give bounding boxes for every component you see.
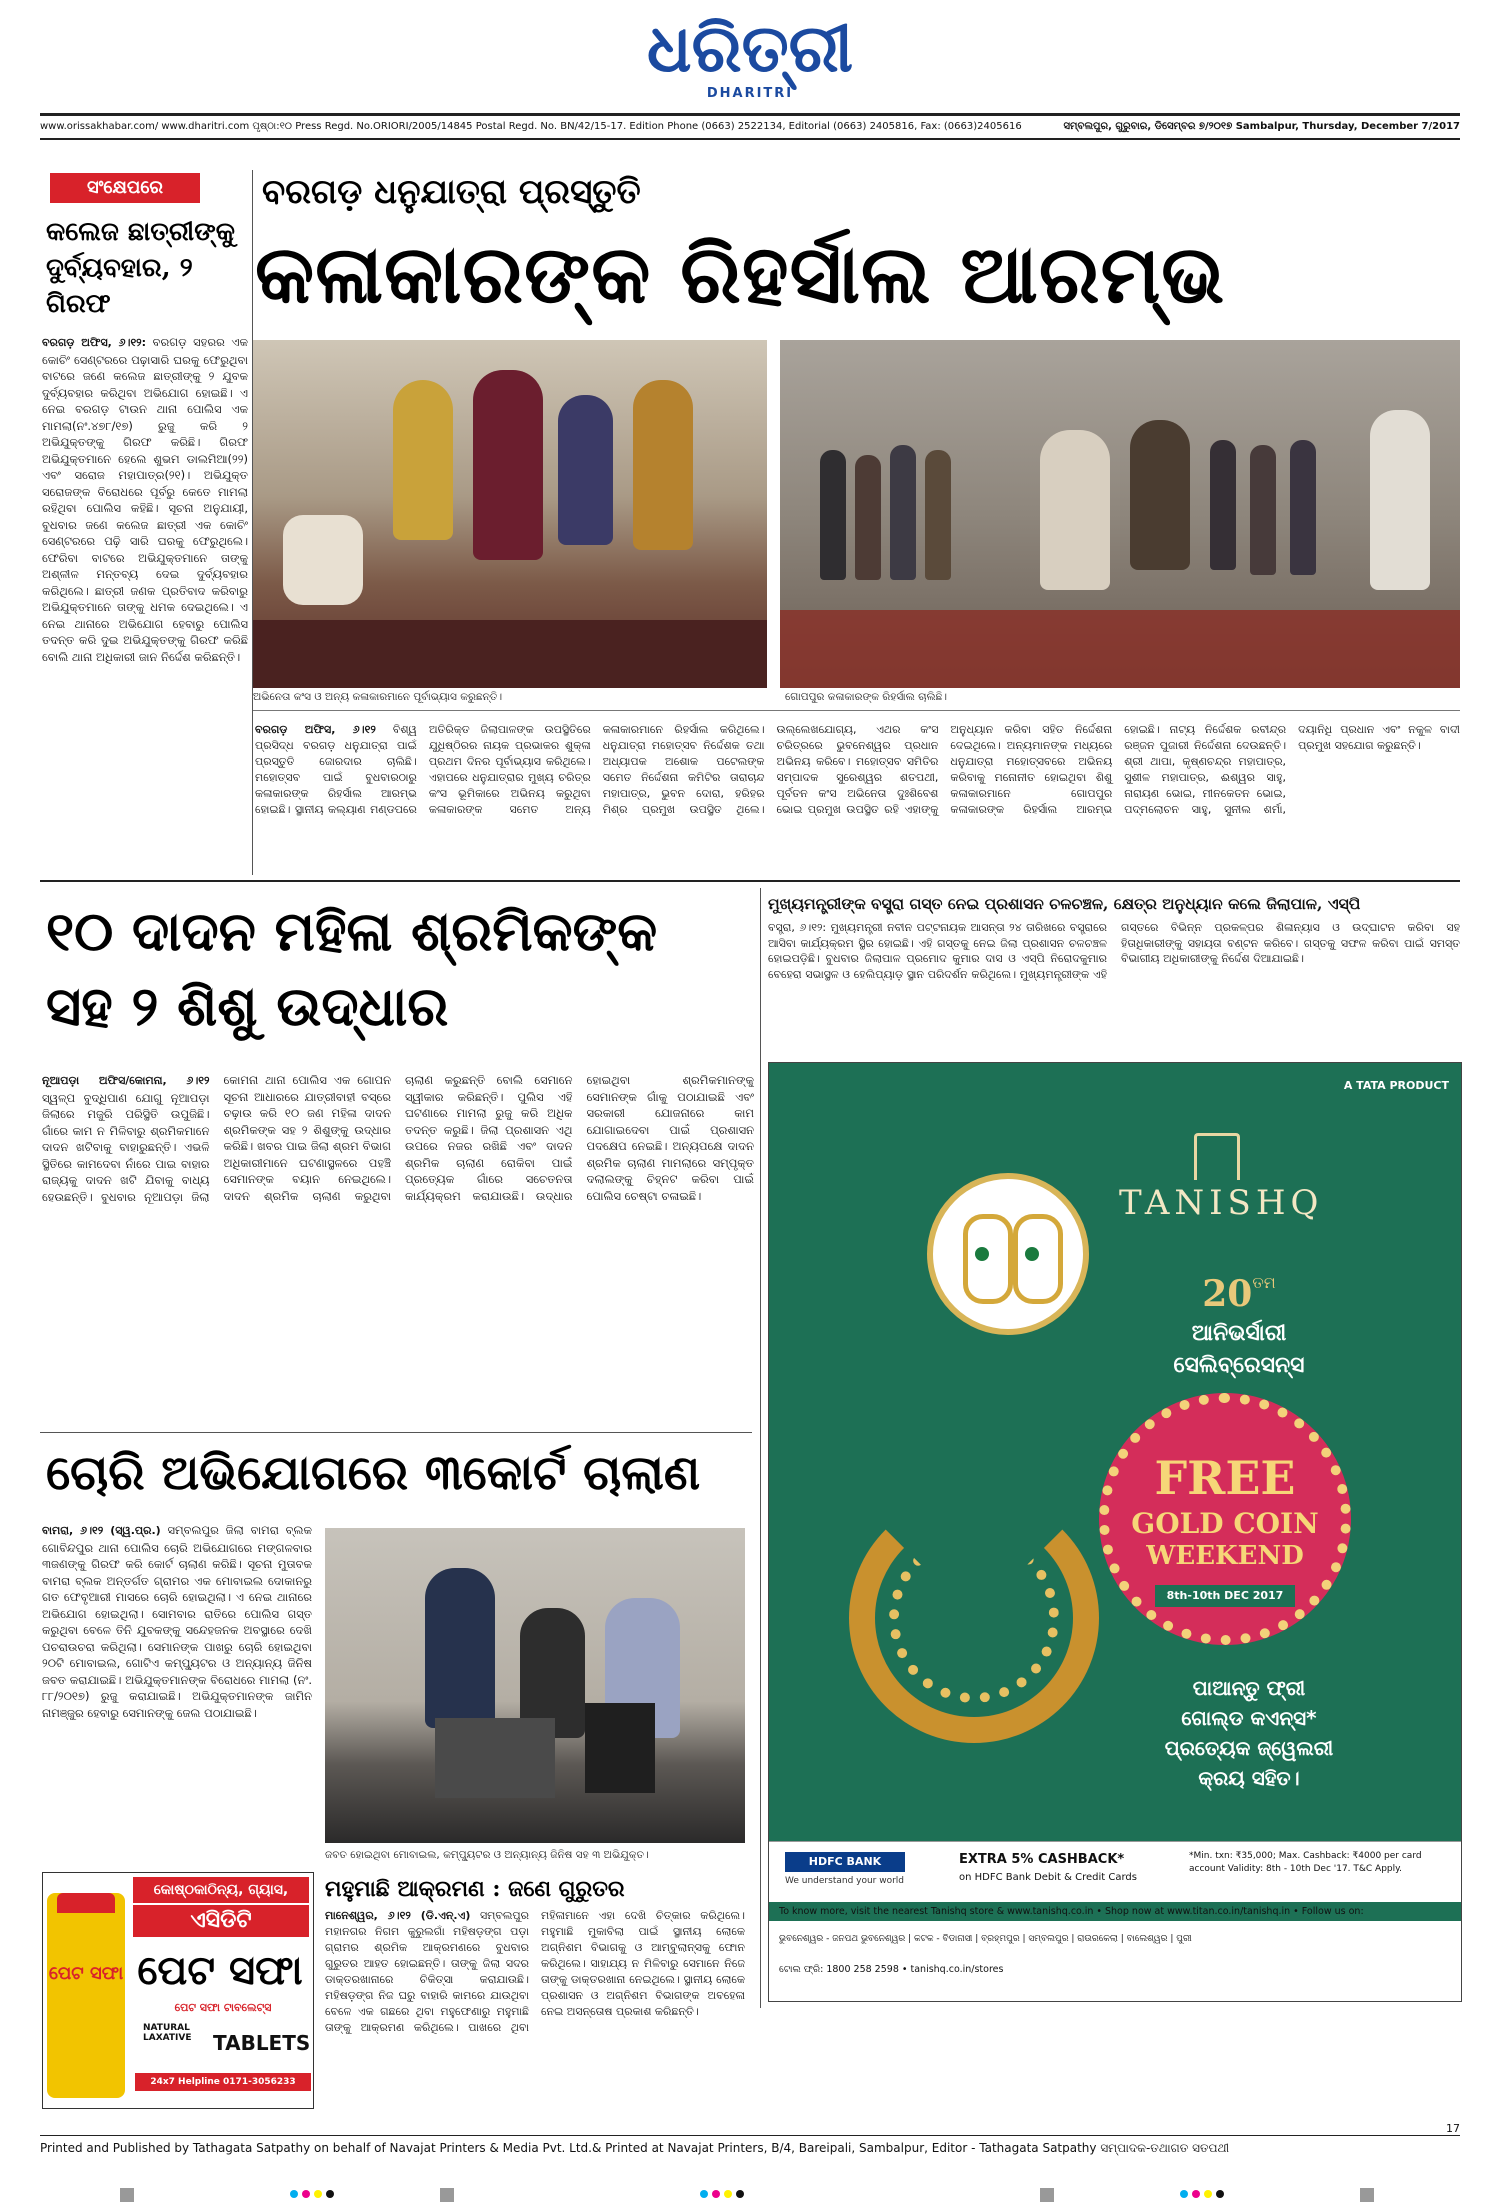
footer-rule (40, 2135, 1460, 2136)
rescue-headline-1: ୧୦ ଦାଦନ ମହିଳା ଶ୍ରମିକଙ୍କ (46, 899, 658, 963)
petsafa-brand-box: ପେଟ ସଫା ଟାବଲେଟ୍ସ (174, 2001, 272, 2014)
hdfc-strip (769, 1841, 1461, 1902)
tanishq-visit: To know more, visit the nearest Tanishq store & www.tanishq.co.in • Shop now at www.titan.co.in/tanishq.in • Follow us on: (779, 1906, 1364, 1917)
brief-body: ବରଗଡ଼ ସହରର ଏକ କୋଚିଂ ସେଣ୍ଟରରେ ପଢ଼ାସାରି ଘରକୁ ଫେରୁଥିବା ବାଟରେ ଜଣେ କଲେଜ ଛାତ୍ରୀଙ୍କୁ ୨ ଯୁବକ ଦୁର୍ବ୍ୟବହାର କରିଥିବା ଅଭିଯୋଗ ହୋଇଛି। ଏ ନେଇ ବରଗଡ଼ ଟାଉନ ଥାନା ପୋଲିସ ଏକ ମାମଲା(ନଂ.୪୭୮/୧୭) ରୁଜୁ କରି ୨ ଅଭିଯୁକ୍ତଙ୍କୁ ଗିରଫ କରିଛି। ଗିରଫ ଅଭିଯୁକ୍ତମାନେ ହେଲେ ଶୁଭମ ଡାଲମିଆ(୨୨) ଏବଂ ସରୋଜ ମହାପାତ୍ର(୨୧)। ଅଭିଯୁକ୍ତ ସରୋଜଙ୍କ ବିରୋଧରେ ପୂର୍ବରୁ କେତେ ମାମଲା ରହିଥିବା ପୋଲିସ କହିଛି। ସୂଚନା ଅନୁଯାୟୀ, ବୁଧବାର ଜଣେ କଲେଜ ଛାତ୍ରୀ ଏକ କୋଚିଂ ସେଣ୍ଟରରେ ପଢ଼ି ସାରି ଘରକୁ ଫେରୁଥିଲେ। ଫେରିବା ବାଟରେ ଅଭିଯୁକ୍ତମାନେ ତାଙ୍କୁ ଅଶ୍ଳୀଳ ମନ୍ତବ୍ୟ ଦେଇ ଦୁର୍ବ୍ୟବହାର କରିଥିଲେ। ଛାତ୍ରୀ ଜଣକ ପ୍ରତିବାଦ କରିବାରୁ ଅଭିଯୁକ୍ତମାନେ ତାଙ୍କୁ ଧମକ ଦେଇଥିଲେ। ଏ ନେଇ ଥାନାରେ ଅଭିଯୋଗ ହେବାରୁ ପୋଲିସ ତଦନ୍ତ କରି ଦୁଇ ଅଭିଯୁକ୍ତଙ୍କୁ ଗିରଫ କରିଛି ବୋଲି ଥାନା ଅଧିକାରୀ ଜାନ ନିର୍ଦ୍ଦେଶ କରିଛନ୍ତି। (42, 335, 248, 664)
theft-story (42, 1522, 312, 1867)
lead-headline: କଳାକାରଙ୍କ ରିହର୍ସାଲ ଆରମ୍ଭ (255, 227, 1226, 321)
free-gold-coin-medallion (1099, 1393, 1351, 1645)
cm-story (768, 920, 1460, 1032)
cm-headline: ମୁଖ୍ୟମନ୍ତ୍ରୀଙ୍କ ବସ୍ତ୍ରା ଗସ୍ତ ନେଇ ପ୍ରଶାସନ ଚଳଚଞ୍ଚଳ, କ୍ଷେତ୍ର ଅନୁଧ୍ୟାନ କଲେ ଜିଲାପାଳ, ଏସ୍‌ପି (768, 894, 1361, 913)
masthead-top-rule (40, 113, 1460, 116)
tanishq-logo-mark (1194, 1133, 1240, 1180)
section-divider-2 (40, 1432, 752, 1433)
tanishq-fine-1: ଭୁବନେଶ୍ୱର - ଜନପଥ ଭୁବନେଶ୍ୱର | କଟକ - ବିଡାନାସୀ | ବ୍ରହ୍ମପୁର | ସମ୍ବଲପୁର | ରାଉରକେଲା | ବାଲେଶ୍ୱର | ପୁରୀ (779, 1934, 1192, 1944)
cm-body: ବସ୍ତ୍ରା, ୬।୧୨: ମୁଖ୍ୟମନ୍ତ୍ରୀ ନବୀନ ପଟ୍ଟନାୟକ ଆସନ୍ତା ୨୪ ତାରିଖରେ ବସ୍ତ୍ରାରେ ଆସିବା କାର୍ଯ୍ୟକ୍ରମ ସ୍ଥିର ହୋଇଛି। ଏହି ଗସ୍ତକୁ ନେଇ ଜିଲା ପ୍ରଶାସନ ଚଳଚଞ୍ଚଳ ହୋଇପଡ଼ିଛି। ବୁଧବାର ଜିଲାପାଳ ପ୍ରମୋଦ କୁମାର ଦାସ ଓ ଏସ୍‌ପି ନିରୋଦକୁମାର ବେହେରା ସଭାସ୍ଥଳ ଓ ହେଲିପ୍ୟାଡ଼ ସ୍ଥାନ ପରିଦର୍ଶନ କରିଥିଲେ। ମୁଖ୍ୟମନ୍ତ୍ରୀଙ୍କ ଏହି ଗସ୍ତରେ ବିଭିନ୍ନ ପ୍ରକଳ୍ପର ଶିଳାନ୍ୟାସ ଓ ଉଦ୍‌ଘାଟନ କରିବା ସହ ହିତାଧିକାରୀଙ୍କୁ ସହାୟତା ବଣ୍ଟନ କରିବେ। ଗସ୍ତକୁ ସଫଳ କରିବା ପାଇଁ ସମସ୍ତ ବିଭାଗୀୟ ଅଧିକାରୀଙ୍କୁ ନିର୍ଦ୍ଦେଶ ଦିଆଯାଇଛି। (768, 921, 1460, 981)
petsafa-banner-2: ଏସିଡିଟି (133, 1905, 309, 1937)
offer-line-3: ପ୍ରତ୍ୟେକ ଜ୍ୱେଲରୀ (1164, 1736, 1334, 1760)
brief-tag: ସଂକ୍ଷେପରେ (50, 173, 200, 203)
masthead-logo: ଧରିତ୍ରୀ (646, 9, 854, 87)
petsafa-natural: NATURAL LAXATIVE (143, 2023, 192, 2043)
anniversary-number: 20 (1202, 1273, 1253, 1315)
petsafa-helpline: 24x7 Helpline 0171-3056233 (135, 2073, 311, 2091)
masthead-info-right: ସମ୍ବଲପୁର, ଗୁରୁବାର, ଡିସେମ୍ବର ୭/୨୦୧୭ Sambalpur, Thursday, December 7/2017 (1063, 121, 1460, 132)
brief-dateline: ବରଗଡ଼ ଅଫିସ, ୬।୧୨: (42, 336, 147, 349)
bee-body: ସମ୍ବଲପୁର ମହାନଗର ନିଗମ କୁରୁଲଗାଁ ମହିଷଡ଼ଙ୍ଗ ପଡ଼ା ଗ୍ରାମର ଶ୍ରମିକ ଆକ୍ରମଣରେ ବୁଧବାର ଗୁରୁତର ଆହତ ହୋଇଛନ୍ତି। ତାଙ୍କୁ ଜିଲା ସଦର ଡାକ୍ତରଖାନାରେ ଚିକିତ୍ସା କରାଯାଉଛି। ମହିଷଡ଼ଙ୍ଗ ନିଜ ଘରୁ ବାହାରି କାମରେ ଯାଉଥିବା ବେଳେ ଏକ ଗଛରେ ଥିବା ମହୁଫେଣାରୁ ମହୁମାଛି ତାଙ୍କୁ ଆକ୍ରମଣ କରିଥିଲେ। ପାଖରେ ଥିବା ମହିଳାମାନେ ଏହା ଦେଖି ଚିତ୍କାର କରିଥିଲେ। ମହୁମାଛି ମୁକାବିଲା ପାଇଁ ସ୍ଥାନୀୟ ଲୋକେ ଅଗ୍ନିଶମ ବିଭାଗକୁ ଓ ଆମ୍ବୁଲାନ୍ସକୁ ଫୋନ କରିଥିଲେ। ସାହାଯ୍ୟ ନ ମିଳିବାରୁ ସେମାନେ ନିଜେ ତାଙ୍କୁ ଡାକ୍ତରଖାନା ନେଇଥିଲେ। ସ୍ଥାନୀୟ ଲୋକେ ପ୍ରଶାସନ ଓ ଅଗ୍ନିଶମ ବିଭାଗଙ୍କ ଅବହେଳା ନେଇ ଅସନ୍ତୋଷ ପ୍ରକାଶ କରିଛନ୍ତି। (325, 1909, 745, 2034)
cashback-label: EXTRA 5% CASHBACK* (959, 1852, 1125, 1867)
anniversary-badge (1159, 1273, 1319, 1315)
masthead-info-bar (40, 118, 1460, 136)
theft-body: ସମ୍ବଲପୁର ଜିଲା ବାମରା ବ୍ଲକ ଗୋବିନ୍ଦପୁର ଥାନା ପୋଲିସ ଚୋରି ଅଭିଯୋଗରେ ମଙ୍ଗଳବାର ୩ଜଣଙ୍କୁ ଗିରଫ କରି କୋର୍ଟ ଚାଲାଣ କରିଛି। ସୂଚନା ମୁତାବକ ବାମରା ବ୍ଲକ ଅନ୍ତର୍ଗତ ଗ୍ରାମର ଏକ ମୋବାଇଲ ଦୋକାନରୁ ଗତ ଫେବୃଆରୀ ମାସରେ ଚୋରି ହୋଇଥିଲା। ଏ ନେଇ ଥାନାରେ ଅଭିଯୋଗ ହୋଇଥିଲା। ସୋମବାର ରାତିରେ ପୋଲିସ ଗସ୍ତ କରୁଥିବା ବେଳେ ତିନି ଯୁବକଙ୍କୁ ସନ୍ଦେହଜନକ ଅବସ୍ଥାରେ ଦେଖି ପଚରାଉଚରା କରିଥିଲା। ସେମାନଙ୍କ ପାଖରୁ ଚୋରି ହୋଇଥିବା ୨୦ଟି ମୋବାଇଲ, ଗୋଟିଏ କମ୍ପ୍ୟୁଟର ଓ ଅନ୍ୟାନ୍ୟ ଜିନିଷ ଜବତ କରାଯାଇଛି। ଅଭିଯୁକ୍ତମାନଙ୍କ ବିରୋଧରେ ମାମଲା (ନଂ. ୮୮/୨୦୧୭) ରୁଜୁ କରାଯାଇଛି। ଅଭିଯୁକ୍ତମାନଙ୍କ ଜାମିନ ନାମଞ୍ଜୁର ହେବାରୁ ସେମାନଙ୍କୁ ଜେଲ ପଠାଯାଇଛି। (42, 1523, 312, 1720)
page-number: 17 (1446, 2122, 1460, 2135)
offer-line-2: ଗୋଲ୍ଡ କଏନ୍‌ସ* (1181, 1706, 1317, 1730)
bee-dateline: ମାନେଶ୍ୱର, ୬।୧୨ (ଡି.ଏନ୍.ଏ) (325, 1909, 471, 1922)
petsafa-bottle (47, 1893, 125, 2098)
tanishq-fine-2: ଟୋଲ ଫ୍ରି: 1800 258 2598 • tanishq.co.in/stores (779, 1964, 1004, 1975)
theft-photo-caption: ଜବତ ହୋଇଥିବା ମୋବାଇଲ, କମ୍ପ୍ୟୁଟର ଓ ଅନ୍ୟାନ୍ୟ ଜିନିଷ ସହ ୩ ଅଭିଯୁକ୍ତ। (325, 1849, 649, 1861)
lead-photo-1-caption: ଅଭିନେତା କଂସ ଓ ଅନ୍ୟ କଳାକାରମାନେ ପୂର୍ବାଭ୍ୟାସ କରୁଛନ୍ତି। (253, 691, 503, 703)
rescue-dateline: ନୂଆପଡ଼ା ଅଫିସ/କୋମନା, ୬।୧୨ (42, 1074, 210, 1087)
offer-line-1: ପାଆନ୍ତୁ ଫ୍ରୀ (1192, 1676, 1306, 1700)
masthead-bottom-rule (40, 138, 1460, 140)
petsafa-tablets: TABLETS (213, 2031, 311, 2055)
cashback-sub: on HDFC Bank Debit & Credit Cards (959, 1872, 1137, 1883)
bee-story (325, 1908, 745, 2106)
lead-dateline: ବରଗଡ଼ ଅଫିସ, ୬।୧୨ (255, 723, 376, 736)
earrings-medallion (927, 1173, 1089, 1335)
lead-photo-2 (780, 340, 1460, 688)
free-label: FREE (1154, 1451, 1296, 1505)
lead-photo-1 (253, 340, 767, 688)
masthead-info-left: www.orissakhabar.com/ www.dharitri.com ପୃଷ୍ଠା:୧୦ Press Regd. No.ORIORI/2005/14845 Postal Regd. No. BN/42/15-17. Edition Phone (0663) 2522134, Editorial (0663) 2405816, Fax: (0663)2405616 (40, 121, 1022, 132)
hdfc-tagline: We understand your world (785, 1876, 905, 1886)
lead-story (255, 722, 1460, 872)
rescue-headline-2: ସହ ୨ ଶିଶୁ ଉଦ୍ଧାର (46, 974, 449, 1038)
rescue-story (42, 1072, 754, 1422)
offer-dates: 8th-10th DEC 2017 (1155, 1585, 1295, 1607)
lead-body: ବିଶ୍ୱ ପ୍ରସିଦ୍ଧ ବରଗଡ଼ ଧନୁଯାତ୍ରା ପାଇଁ ପ୍ରସ୍ତୁତି ଜୋରଦାର ଚାଲିଛି। ମହୋତ୍ସବ ପାଇଁ ବୁଧବାରଠାରୁ କଳାକାରଙ୍କ ରିହର୍ସାଲ ଆରମ୍ଭ ହୋଇଛି। ସ୍ଥାନୀୟ କଲ୍ୟାଣ ମଣ୍ଡପରେ ଅତିରିକ୍ତ ଜିଲାପାଳଙ୍କ ଉପସ୍ଥିତିରେ ଯୁଧିଷ୍ଠିରର ନାୟକ ପ୍ରଭାକର ଶୁକ୍ଳା ପ୍ରଥମ ଦିନର ପୂର୍ବାଭ୍ୟାସ କରିଥିଲେ। ଏହାପରେ ଧନୁଯାତ୍ରାର ମୁଖ୍ୟ ଚରିତ୍ର କଂସ ଭୂମିକାରେ ଅଭିନୟ କରୁଥିବା କଳାକାରଙ୍କ ସମେତ ଅନ୍ୟ କଳାକାରମାନେ ରିହର୍ସାଲ କରିଥିଲେ। ଧନୁଯାତ୍ରା ମହୋତ୍ସବ ନିର୍ଦ୍ଦେଶକ ତଥା ଅଧ୍ୟାପକ ଅଶୋକ ପଟେଲଙ୍କ ସମେତ ନିର୍ଦ୍ଦେଶନା କମିଟିର ତାରାଚାନ୍ଦ ମହାପାତ୍ର, ଭୁବନ ଦୋରା, ହରିହର ମିଶ୍ର ପ୍ରମୁଖ ଉପସ୍ଥିତ ଥିଲେ। ଉଲ୍ଲେଖଯୋଗ୍ୟ, ଏଥର କଂସ ଚରିତ୍ରରେ ଭୁବନେଶ୍ୱର ପ୍ରଧାନ ଅଭିନୟ କରିବେ। ମହୋତ୍ସବ ସମିତିର ସମ୍ପାଦକ ସୁରେଶ୍ୱର ଶତପଥୀ, ପୂର୍ବତନ କଂସ ଅଭିନେତା ଦୁଃଶିବେଶ ଭୋଇ ପ୍ରମୁଖ ଉପସ୍ଥିତ ରହି ଏହାଙ୍କୁ ଅନୁଧ୍ୟାନ କରିବା ସହିତ ନିର୍ଦ୍ଦେଶନା ଦେଇଥିଲେ। ଅନ୍ୟମାନଙ୍କ ମଧ୍ୟରେ ଧନୁଯାତ୍ରା ମହୋତ୍ସବରେ ଅଭିନୟ କରିବାକୁ ମନୋନୀତ ହୋଇଥିବା ଶିଶୁ କଳାକାରମାନେ ଗୋପପୁର କଳାକାରଙ୍କ ରିହର୍ସାଲ ଆରମ୍ଭ ହୋଇଛି। ନାଟ୍ୟ ନିର୍ଦ୍ଦେଶକ ରବୀନ୍ଦ୍ର ରଞ୍ଜନ ପୁଜାରୀ ନିର୍ଦ୍ଦେଶନା ଦେଉଛନ୍ତି। ଶ୍ରୀ ଥାପା, କୃଷ୍ଣଚନ୍ଦ୍ର ମହାପାତ୍ର, ସୁଶୀଳ ମହାପାତ୍ର, ଈଶ୍ୱର ସାହୁ, ନାରାୟଣ ଭୋଇ, ମୀନକେତନ ଭୋଇ, ପଦ୍ମଲୋଚନ ସାହୁ, ସୁନୀଲ ଶର୍ମା, ଦୟାନିଧି ପ୍ରଧାନ ଏବଂ ନକୁଳ ବାଦୀ ପ୍ରମୁଖ ସହଯୋଗ କରୁଛନ୍ତି। (255, 723, 1460, 816)
theft-dateline: ବାମରା, ୬।୧୨ (ସ୍ୱ.ପ୍ର.) (42, 1524, 161, 1537)
gold-coin-label: GOLD COIN (1131, 1507, 1319, 1540)
rescue-body: ସ୍ୱଳ୍ପ ବୁଦ୍ଧିପାଣ ଯୋଗୁ ନୂଆପଡ଼ା ଜିଲାରେ ମଜୁରି ପରିସ୍ଥିତି ଉପୁଜିଛି। ଗାଁରେ କାମ ନ ମିଳିବାରୁ ଶ୍ରମିକମାନେ ଦାଦନ ଖଟିବାକୁ ବାହାରୁଛନ୍ତି। ଏଭଳି ସ୍ଥିତିରେ କାମଦେବା ନାଁରେ ପାଇ ବାହାର ରାଜ୍ୟକୁ ଦାଦନ ଖଟି ଯିବାକୁ ବାଧ୍ୟ ହେଉଛନ୍ତି। ବୁଧବାର ନୂଆପଡ଼ା ଜିଲା କୋମନା ଥାନା ପୋଲିସ ଏକ ଗୋପନ ସୂଚନା ଆଧାରରେ ଯାତ୍ରୀବାହୀ ବସ୍‌ରେ ଚଢ଼ାଉ କରି ୧୦ ଜଣ ମହିଳା ଦାଦନ ଶ୍ରମିକଙ୍କ ସହ ୨ ଶିଶୁଙ୍କୁ ଉଦ୍ଧାର କରିଛି। ଖବର ପାଇ ଜିଲା ଶ୍ରମ ବିଭାଗ ଅଧିକାରୀମାନେ ଘଟଣାସ୍ଥଳରେ ପହଞ୍ଚି ସେମାନଙ୍କ ବୟାନ ନେଇଥିଲେ। ଦାଦନ ଶ୍ରମିକ ଚାଲାଣ କରୁଥିବା ଚାଲାଣ କରୁଛନ୍ତି ବୋଲି ସେମାନେ ସ୍ୱୀକାର କରିଛନ୍ତି। ପୁଲିସ ଏହି ଘଟଣାରେ ମାମଲା ରୁଜୁ କରି ଅଧିକ ତଦନ୍ତ କରୁଛି। ଜିଲା ପ୍ରଶାସନ ଏଥି ଉପରେ ନଜର ରଖିଛି ଏବଂ ଦାଦନ ଶ୍ରମିକ ଚାଲାଣ ରୋକିବା ପାଇଁ ପ୍ରତ୍ୟେକ ଗାଁରେ ସଚେତନତା କାର୍ଯ୍ୟକ୍ରମ କରାଯାଉଛି। ଉଦ୍ଧାର ହୋଇଥିବା ଶ୍ରମିକମାନଙ୍କୁ ସେମାନଙ୍କ ଗାଁକୁ ପଠାଯାଇଛି ଏବଂ ସରକାରୀ ଯୋଜନାରେ କାମ ଯୋଗାଇଦେବା ପାଇଁ ପ୍ରଶାସନ ପଦକ୍ଷେପ ନେଇଛି। ଅନ୍ୟପକ୍ଷେ ଦାଦନ ଶ୍ରମିକ ଚାଲାଣ ମାମଲାରେ ସମ୍ପୃକ୍ତ ଦଲାଲଙ୍କୁ ଚିହ୍ନଟ କରିବା ପାଇଁ ପୋଲିସ ଚେଷ୍ଟା ଚଳାଇଛି। (42, 1073, 754, 1204)
weekend-label: WEEKEND (1146, 1541, 1304, 1571)
theft-photo (325, 1528, 745, 1843)
lead-caption-rule (253, 710, 1460, 711)
tanishq-ad (768, 1062, 1462, 2002)
tanishq-tata: A TATA PRODUCT (1343, 1079, 1449, 1092)
anniversary-line: ଆନିଭର୍ସାରୀ (1191, 1321, 1287, 1346)
anniversary-suffix: ତମ (1252, 1273, 1276, 1292)
cm-column-divider (760, 888, 761, 2008)
footer-imprint: Printed and Published by Tathagata Satpathy on behalf of Navajat Printers & Media Pvt. Ltd.& Printed at Navajat Printers, B/4, Bareipali, Sambalpur, Editor - Tathagata Satpathy ସମ୍ପାଦକ-ତଥାଗତ ସତପଥୀ (40, 2141, 1230, 2155)
petsafa-banner-1: କୋଷ୍ଠକାଠିନ୍ୟ, ଗ୍ୟାସ, (133, 1877, 309, 1903)
brief-story (42, 334, 248, 869)
brief-headline: କଲେଜ ଛାତ୍ରୀଙ୍କୁ ଦୁର୍ବ୍ୟବହାର, ୨ ଗିରଫ (46, 217, 235, 319)
section-divider-1 (40, 880, 1460, 882)
theft-headline: ଚୋରି ଅଭିଯୋଗରେ ୩କୋର୍ଟ ଚାଲାଣ (46, 1445, 701, 1501)
masthead-logo-sub: DHARITRI (706, 86, 794, 101)
bee-headline: ମହୁମାଛି ଆକ୍ରମଣ : ଜଣେ ଗୁରୁତର (325, 1876, 625, 1902)
offer-line-4: କ୍ରୟ ସହିତ। (1198, 1766, 1300, 1790)
lead-photo-2-caption: ଗୋପପୁର କଳାକାରଙ୍କ ରିହର୍ସାଲ ଚାଲିଛି। (785, 691, 947, 703)
petsafa-bottle-label: ପେଟ ସଫା (48, 1963, 124, 1984)
offer-text (1129, 1673, 1369, 1793)
tanishq-brand: TANISHQ (1119, 1183, 1324, 1223)
petsafa-ad (42, 1872, 314, 2109)
lead-kicker: ବରଗଡ଼ ଧନୁଯାତ୍ରା ପ୍ରସ୍ତୁତି (262, 172, 641, 212)
petsafa-logo: ପେଟ ସଫା (137, 1947, 303, 1994)
cashback-terms: *Min. txn: ₹35,000; Max. Cashback: ₹4000 per card account Validity: 8th - 10th Dec '17. T&C Apply. (1189, 1851, 1422, 1874)
hdfc-logo: HDFC BANK (785, 1852, 905, 1872)
celebration-line: ସେଲିବ୍ରେସନ୍‌ସ (1173, 1353, 1305, 1378)
